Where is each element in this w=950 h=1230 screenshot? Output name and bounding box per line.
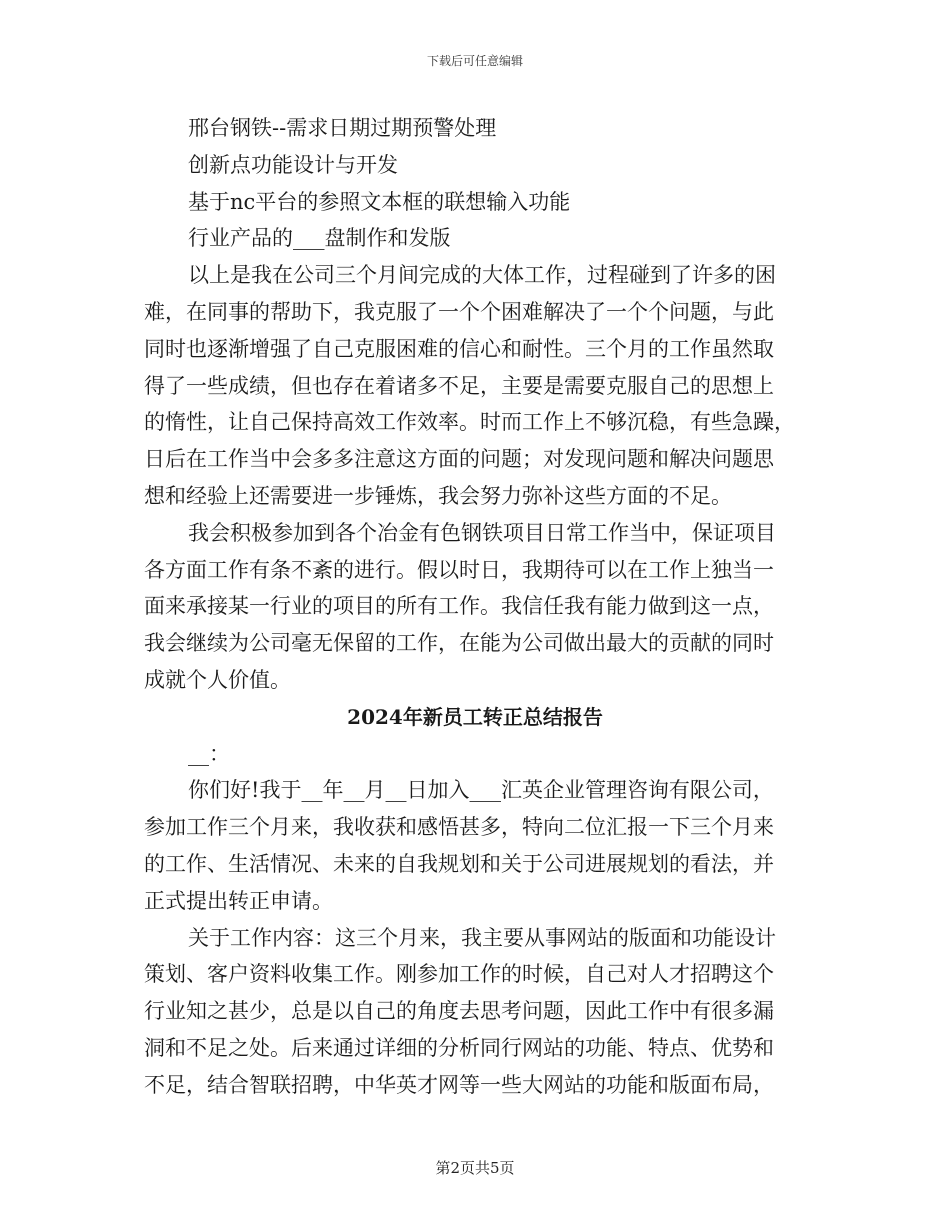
text-line: 我会积极参加到各个冶金有色钢铁项目日常工作当中，保证项目: [188, 520, 776, 545]
text-line: 正式提出转正申请。: [144, 888, 333, 913]
text-line: 基于nc平台的参照文本框的联想输入功能: [188, 189, 571, 214]
document-body: [144, 110, 806, 1104]
page-header: 下载后可任意编辑: [426, 54, 523, 68]
text-line: 行业产品的___盘制作和发版: [188, 226, 451, 251]
text-line: 不足，结合智联招聘，中华英才网等一些大网站的功能和版面布局，: [144, 1072, 774, 1097]
text-line: 成就个人价值。: [144, 667, 291, 692]
text-line: 洞和不足之处。后来通过详细的分析同行网站的功能、特点、优势和: [144, 1035, 774, 1060]
text-line: 各方面工作有条不紊的进行。假以时日，我期待可以在工作上独当一: [144, 557, 774, 582]
text-line: 难，在同事的帮助下，我克服了一个个困难解决了一个个问题，与此: [144, 299, 774, 324]
text-line: 想和经验上还需要进一步锤炼，我会努力弥补这些方面的不足。: [144, 483, 732, 508]
text-line: 创新点功能设计与开发: [188, 152, 398, 177]
text-line: 面来承接某一行业的项目的所有工作。我信任我有能力做到这一点，: [144, 594, 774, 619]
text-line: 的惰性，让自己保持高效工作效率。时而工作上不够沉稳，有些急躁，: [144, 410, 795, 435]
text-line: 策划、客户资料收集工作。刚参加工作的时候，自己对人才招聘这个: [144, 962, 774, 987]
text-line: 你们好!我于__年__月__日加入___汇英企业管理咨询有限公司，: [188, 778, 774, 803]
text-line: 得了一些成绩，但也存在着诸多不足，主要是需要克服自己的思想上: [144, 373, 774, 398]
text-line: 行业知之甚少，总是以自己的角度去思考问题，因此工作中有很多漏: [144, 999, 774, 1024]
text-line: __：: [188, 741, 230, 766]
text-line: 的工作、生活情况、未来的自我规划和关于公司进展规划的看法，并: [144, 851, 774, 876]
text-line: 我会继续为公司毫无保留的工作，在能为公司做出最大的贡献的同时: [144, 631, 774, 656]
page-footer: 第2页共5页: [435, 1159, 515, 1177]
text-line: 关于工作内容：这三个月来，我主要从事网站的版面和功能设计: [188, 925, 776, 950]
text-line: 同时也逐渐增强了自己克服困难的信心和耐性。三个月的工作虽然取: [144, 336, 774, 361]
text-line: 参加工作三个月来，我收获和感悟甚多，特向二位汇报一下三个月来: [144, 815, 774, 840]
text-line: 日后在工作当中会多多注意这方面的问题；对发现问题和解决问题思: [144, 447, 774, 472]
text-line: 以上是我在公司三个月间完成的大体工作，过程碰到了许多的困: [188, 263, 776, 288]
section-title: 2024年新员工转正总结报告: [347, 704, 603, 729]
text-line: 邢台钢铁--需求日期过期预警处理: [188, 116, 497, 140]
